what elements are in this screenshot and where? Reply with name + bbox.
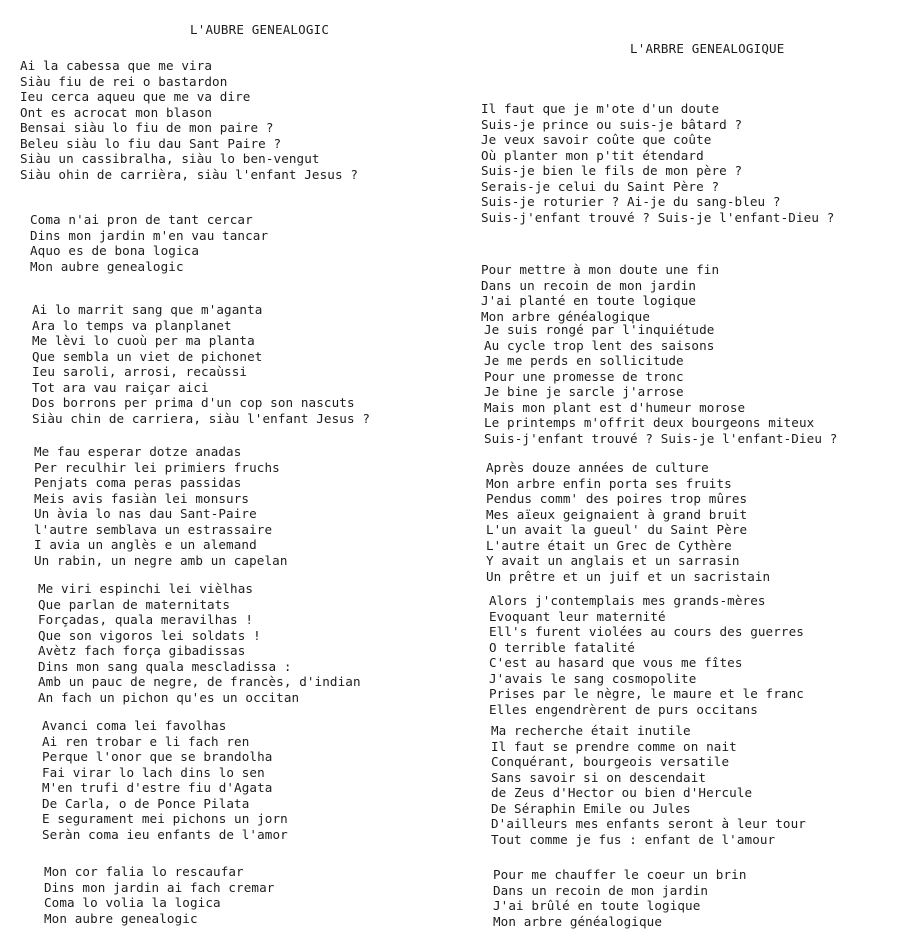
- verse-line: Siàu ohin de carrièra, siàu l'enfant Jesus ?: [20, 166, 359, 182]
- verse-line: Ai ren trobar e li fach ren: [42, 733, 250, 749]
- verse-line: Ieu cerca aqueu que me va dire: [20, 89, 251, 104]
- stanza: [42, 718, 288, 842]
- verse-line: Ieu saroli, arrosi, recaùssi: [32, 364, 248, 379]
- verse-line: Perque l'onor que se brandolha: [42, 749, 273, 764]
- verse-line: Il faut que je m'ote d'un doute: [481, 101, 720, 116]
- verse-line: Me viri espinchi lei vièlhas: [38, 581, 254, 596]
- occitan-title: L'AUBRE GENEALOGIC: [190, 22, 330, 37]
- verse-line: Suis-je roturier ? Ai-je du sang-bleu ?: [481, 194, 781, 209]
- stanza: [30, 212, 268, 274]
- verse-line: Un prêtre et un juif et un sacristain: [486, 568, 771, 584]
- verse-line: Me lèvi lo cuoù per ma planta: [32, 333, 255, 348]
- verse-line: Dos borrons per prima d'un cop son nascuts: [32, 395, 355, 410]
- stanza: [489, 593, 804, 717]
- stanza: [44, 864, 274, 926]
- verse-line: Siàu chin de carriera, siàu l'enfant Jesus ?: [32, 410, 371, 426]
- verse-line: Coma n'ai pron de tant cercar: [30, 212, 253, 227]
- verse-line: J'ai brûlé en toute logique: [493, 898, 701, 913]
- verse-line: Penjats coma peras passidas: [34, 475, 242, 490]
- verse-line: Le printemps m'offrit deux bourgeons miteux: [484, 415, 815, 430]
- verse-line: Un rabin, un negre amb un capelan: [34, 552, 288, 568]
- verse-line: Fai virar lo lach dins lo sen: [42, 764, 265, 780]
- verse-line: Ara lo temps va planplanet: [32, 317, 232, 333]
- stanza: [491, 723, 806, 847]
- verse-line: Suis-j'enfant trouvé ? Suis-je l'enfant-Dieu ?: [484, 430, 838, 446]
- verse-line: Alors j'contemplais mes grands-mères: [489, 593, 766, 608]
- verse-line: Je bine je sarcle j'arrose: [484, 384, 684, 399]
- verse-line: Serais-je celui du Saint Père ?: [481, 178, 720, 194]
- verse-line: Siàu fiu de rei o bastardon: [20, 73, 228, 89]
- verse-line: Je me perds en sollicitude: [484, 353, 684, 368]
- verse-line: Siàu un cassibralha, siàu lo ben-vengut: [20, 151, 320, 166]
- verse-line: Au cycle trop lent des saisons: [484, 337, 715, 353]
- verse-line: Tout comme je fus : enfant de l'amour: [491, 831, 776, 847]
- verse-line: Que son vigoros lei soldats !: [38, 627, 261, 643]
- verse-line: Coma lo volia la logica: [44, 895, 221, 910]
- stanza: [38, 581, 361, 705]
- verse-line: Mon aubre genealogic: [44, 910, 198, 926]
- verse-line: Ell's furent violées au cours des guerres: [489, 624, 804, 639]
- verse-line: Dans un recoin de mon jardin: [481, 277, 697, 293]
- verse-line: Conquérant, bourgeois versatile: [491, 754, 730, 769]
- verse-line: Suis-je bien le fils de mon père ?: [481, 163, 743, 178]
- verse-line: An fach un pichon qu'es un occitan: [38, 689, 300, 705]
- verse-line: Dans un recoin de mon jardin: [493, 882, 709, 898]
- verse-line: de Zeus d'Hector ou bien d'Hercule: [491, 785, 753, 800]
- verse-line: Il faut se prendre comme on nait: [491, 738, 737, 754]
- verse-line: Je suis rongé par l'inquiétude: [484, 322, 715, 337]
- verse-line: C'est au hasard que vous me fîtes: [489, 655, 743, 670]
- verse-line: Que parlan de maternitats: [38, 596, 231, 612]
- verse-line: Sans savoir si on descendait: [491, 769, 707, 785]
- verse-line: Mon cor falia lo rescaufar: [44, 864, 244, 879]
- verse-line: Où planter mon p'tit étendard: [481, 147, 704, 163]
- verse-line: Elles engendrèrent de purs occitans: [489, 701, 758, 717]
- verse-line: Dins mon jardin m'en vau tancar: [30, 227, 269, 243]
- verse-line: Pendus comm' des poires trop mûres: [486, 491, 748, 506]
- verse-line: Pour me chauffer le coeur un brin: [493, 867, 747, 882]
- verse-line: Avanci coma lei favolhas: [42, 718, 227, 733]
- verse-line: Forçadas, quala meravilhas !: [38, 612, 254, 627]
- verse-line: Que sembla un viet de pichonet: [32, 348, 263, 364]
- verse-line: Bensai siàu lo fiu de mon paire ?: [20, 120, 274, 135]
- verse-line: L'autre était un Grec de Cythère: [486, 537, 732, 553]
- verse-line: Je veux savoir coûte que coûte: [481, 132, 712, 147]
- verse-line: J'avais le sang cosmopolite: [489, 670, 697, 686]
- verse-line: Mais mon plant est d'humeur morose: [484, 399, 746, 415]
- verse-line: Pour mettre à mon doute une fin: [481, 262, 720, 277]
- verse-line: Mon arbre généalogique: [481, 308, 651, 324]
- verse-line: Dins mon sang quala mescladissa :: [38, 658, 292, 674]
- verse-line: Me fau esperar dotze anadas: [34, 444, 242, 459]
- verse-line: Mon arbre enfin porta ses fruits: [486, 475, 732, 491]
- verse-line: Prises par le nègre, le maure et le franc: [489, 686, 804, 701]
- verse-line: Avètz fach força gibadissas: [38, 643, 246, 658]
- verse-line: Mon aubre genealogic: [30, 258, 184, 274]
- stanza: [493, 867, 747, 929]
- verse-line: Ont es acrocat mon blason: [20, 104, 213, 120]
- verse-line: Evoquant leur maternité: [489, 608, 666, 624]
- verse-line: L'un avait la gueul' du Saint Père: [486, 522, 748, 537]
- verse-line: Pour une promesse de tronc: [484, 368, 684, 384]
- verse-line: Ai la cabessa que me vira: [20, 58, 213, 73]
- verse-line: Seràn coma ieu enfants de l'amor: [42, 826, 288, 842]
- verse-line: Après douze années de culture: [486, 460, 709, 475]
- verse-line: Beleu siàu lo fiu dau Sant Paire ?: [20, 135, 282, 151]
- stanza: [484, 322, 837, 446]
- stanza: [481, 262, 719, 324]
- verse-line: J'ai planté en toute logique: [481, 293, 697, 308]
- verse-line: De Carla, o de Ponce Pilata: [42, 795, 250, 811]
- verse-line: I avia un anglès e un alemand: [34, 537, 257, 552]
- verse-line: Suis-je prince ou suis-je bâtard ?: [481, 116, 743, 132]
- verse-line: E segurament mei pichons un jorn: [42, 811, 288, 826]
- verse-line: Un àvia lo nas dau Sant-Paire: [34, 506, 257, 521]
- verse-line: Aquo es de bona logica: [30, 243, 200, 258]
- verse-line: Ai lo marrit sang que m'aganta: [32, 302, 263, 317]
- verse-line: Suis-j'enfant trouvé ? Suis-je l'enfant-Dieu ?: [481, 209, 835, 225]
- verse-line: Dins mon jardin ai fach cremar: [44, 879, 275, 895]
- verse-line: Amb un pauc de negre, de francès, d'indian: [38, 674, 361, 689]
- verse-line: Mon arbre généalogique: [493, 913, 663, 929]
- verse-line: De Séraphin Emile ou Jules: [491, 800, 691, 816]
- verse-line: Y avait un anglais et un sarrasin: [486, 553, 740, 568]
- verse-line: O terrible fatalité: [489, 639, 635, 655]
- verse-line: Mes aïeux geignaient à grand bruit: [486, 506, 748, 522]
- verse-line: Per reculhir lei primiers fruchs: [34, 459, 280, 475]
- verse-line: Ma recherche était inutile: [491, 723, 691, 738]
- stanza: [481, 101, 834, 225]
- french-title: L'ARBRE GENEALOGIQUE: [630, 41, 785, 56]
- stanza: [486, 460, 770, 584]
- verse-line: M'en trufi d'estre fiu d'Agata: [42, 780, 273, 795]
- verse-line: D'ailleurs mes enfants seront à leur tour: [491, 816, 806, 831]
- stanza: [20, 58, 358, 182]
- verse-line: l'autre semblava un estrassaire: [34, 521, 273, 537]
- verse-line: Tot ara vau raiçar aici: [32, 379, 209, 395]
- stanza: [32, 302, 370, 426]
- verse-line: Meis avis fasiàn lei monsurs: [34, 490, 250, 506]
- stanza: [34, 444, 288, 568]
